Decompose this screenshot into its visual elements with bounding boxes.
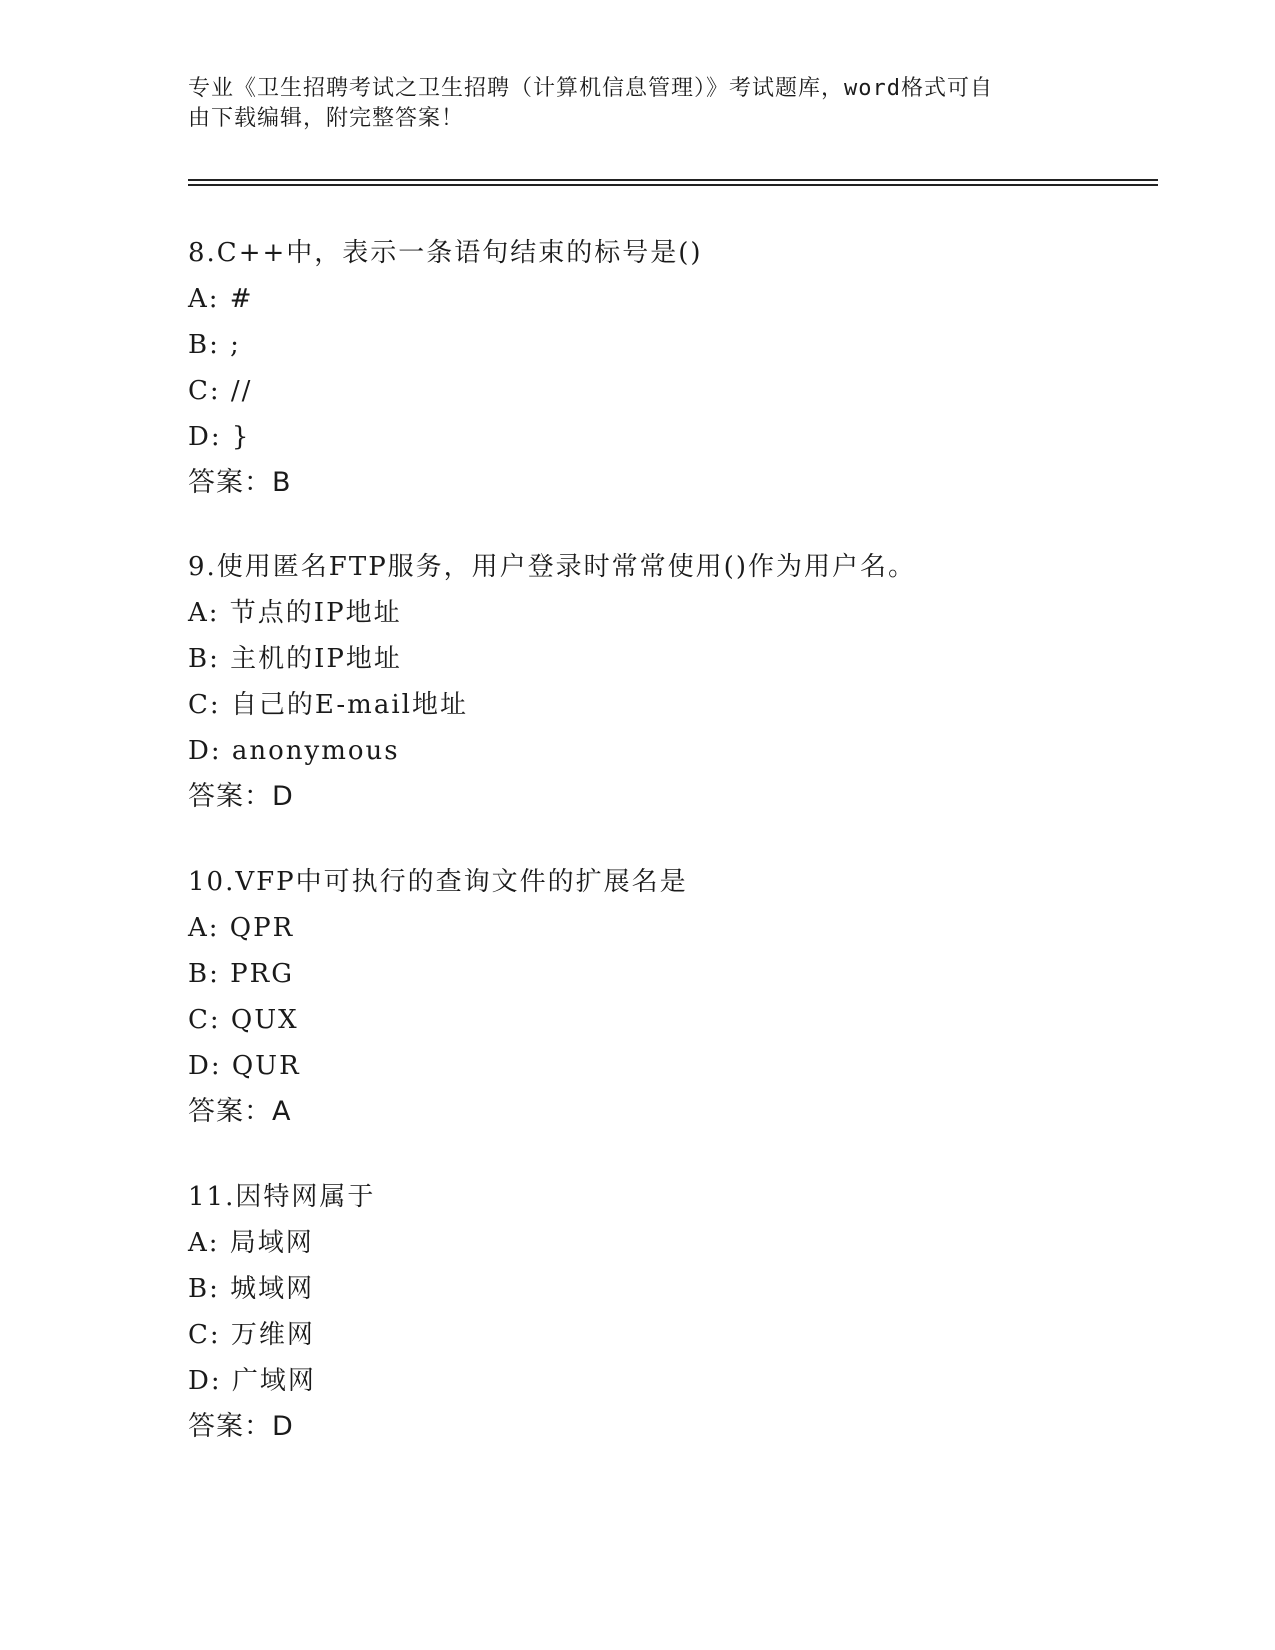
- option-c: C: 自己的E-mail地址: [188, 690, 468, 720]
- option-d: D: 广域网: [188, 1366, 316, 1396]
- option-d: D: }: [188, 422, 251, 452]
- answer-line: 答案：B: [188, 467, 292, 498]
- header-line-2: 由下载编辑，附完整答案！: [188, 106, 465, 131]
- option-d: D: anonymous: [188, 736, 400, 766]
- question-title: 9.使用匿名FTP服务，用户登录时常常使用()作为用户名。: [188, 552, 916, 582]
- option-b: B: PRG: [188, 959, 294, 989]
- question-block-9: [188, 544, 1138, 820]
- option-c: C: 万维网: [188, 1320, 315, 1350]
- question-block-11: [188, 1174, 1138, 1450]
- option-b: B: 主机的IP地址: [188, 644, 402, 674]
- header-line-1: 专业《卫生招聘考试之卫生招聘（计算机信息管理）》考试题库，word格式可自: [188, 76, 993, 101]
- document-header: [188, 74, 1078, 134]
- option-a: A: QPR: [188, 913, 295, 943]
- option-d: D: QUR: [188, 1051, 301, 1081]
- question-block-8: [188, 230, 1138, 506]
- option-c: C: QUX: [188, 1005, 299, 1035]
- answer-line: 答案：D: [188, 781, 294, 812]
- question-title: 11.因特网属于: [188, 1182, 376, 1212]
- option-c: C: //: [188, 376, 253, 406]
- question-title: 8.C++中，表示一条语句结束的标号是(): [188, 238, 703, 268]
- question-block-10: [188, 859, 1138, 1135]
- answer-line: 答案：D: [188, 1411, 294, 1442]
- question-title: 10.VFP中可执行的查询文件的扩展名是: [188, 867, 688, 897]
- option-a: A: #: [188, 284, 254, 314]
- option-b: B: 城域网: [188, 1274, 315, 1304]
- header-divider-bottom: [188, 184, 1158, 186]
- option-a: A: 节点的IP地址: [188, 598, 402, 628]
- answer-line: 答案：A: [188, 1096, 292, 1127]
- option-a: A: 局域网: [188, 1228, 314, 1258]
- option-b: B: ;: [188, 330, 241, 360]
- header-divider-top: [188, 179, 1158, 181]
